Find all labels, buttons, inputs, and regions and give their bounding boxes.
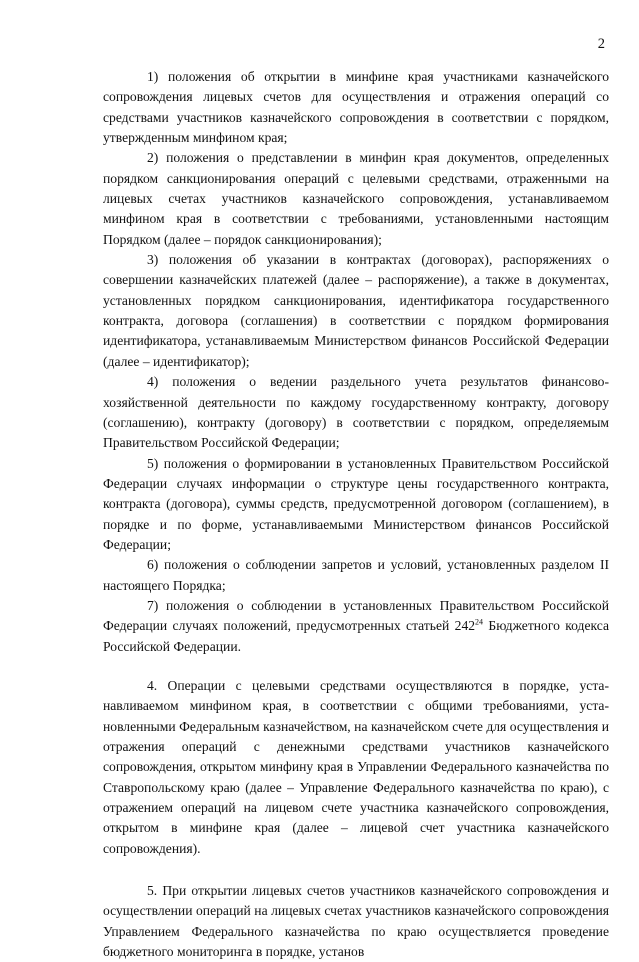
list-item: 5) положения о формировании в установленных Правительством Российской Федерации случаях информации о структуре цены государственного контракта, контракта (договора), суммы средств, предусмотренной договором (соглашением), в порядке и по форме, устанавливаемыми Министерством финансов Российской Федерации;	[103, 455, 609, 552]
document-body	[103, 67, 609, 962]
page-number: 2	[597, 36, 605, 52]
list-item-text: 7) положения о соблюдении в установленных Правительством Российской Федерации случаях положений, предусмотренных статьей 242	[103, 597, 609, 634]
list-item	[103, 596, 609, 657]
list-item: 4) положения о ведении раздельного учета результатов финансовохозяйственной деятельности по каждому государственному контракту, договору (соглашению), контракту (договору) в соответствии с порядком, определяемым Правительством Российской Федерации;	[103, 374, 609, 451]
paragraph-4: 4. Операции с целевыми средствами осуществляются в порядке, устанавливаемом минфином края, в соответствии с общими требованиями, установленными Федеральным казначейством, на казначейском счете для осуществления и отражения операций с денежными средствами участников казначейского сопровождения, открытом минфину края в Управлении Федерального казначейства по Ставропольскому краю (далее – Управление Федерального казначейства по краю), с отражением операций на лицевом счете участника казначейского сопровождения, открытом в минфине края (далее – лицевой счет участника казначейского сопровождения).	[103, 677, 609, 856]
paragraph-spacer	[103, 657, 609, 676]
article-superscript: 24	[475, 617, 484, 627]
list-item-tail: Бюджетного кодекса Российской Федерации.	[103, 618, 609, 654]
paragraph-spacer	[103, 859, 609, 881]
list-item: 1) положения об открытии в минфине края участниками казначейского сопровождения лицевых счетов для осуществления и отражения операций со средствами участников казначейского сопровождения в соответствии с порядком, утвержденным минфином края;	[103, 69, 609, 146]
paragraph-5: 5. При открытии лицевых счетов участников казначейского сопровождения и осуществлении операций на лицевых счетах участников казначейского сопровождения Управлением Федерального казначейства по краю осуществляется проведение бюджетного мониторинга в порядке, установ	[103, 883, 609, 960]
list-item: 2) положения о представлении в минфин края документов, определенных порядком санкционирования операций с целевыми средствами, отраженными на лицевых счетах участников казначейского сопровождения, устанавливаемом минфином края в соответствии с требованиями, установленными настоящим Порядком (далее – порядок санкционирования);	[103, 150, 609, 247]
list-item: 3) положения об указании в контрактах (договорах), распоряжениях о совершении казначейских платежей (далее – распоряжение), а также в документах, установленных порядком санкционирования, идентификатора государственного контракта, договора (соглашения) в соответствии с порядком формирования идентификатора, устанавливаемым Министерством финансов Российской Федерации (далее – идентификатор);	[103, 252, 609, 369]
list-item: 6) положения о соблюдении запретов и условий, установленных разделом II настоящего Порядка;	[103, 557, 609, 593]
